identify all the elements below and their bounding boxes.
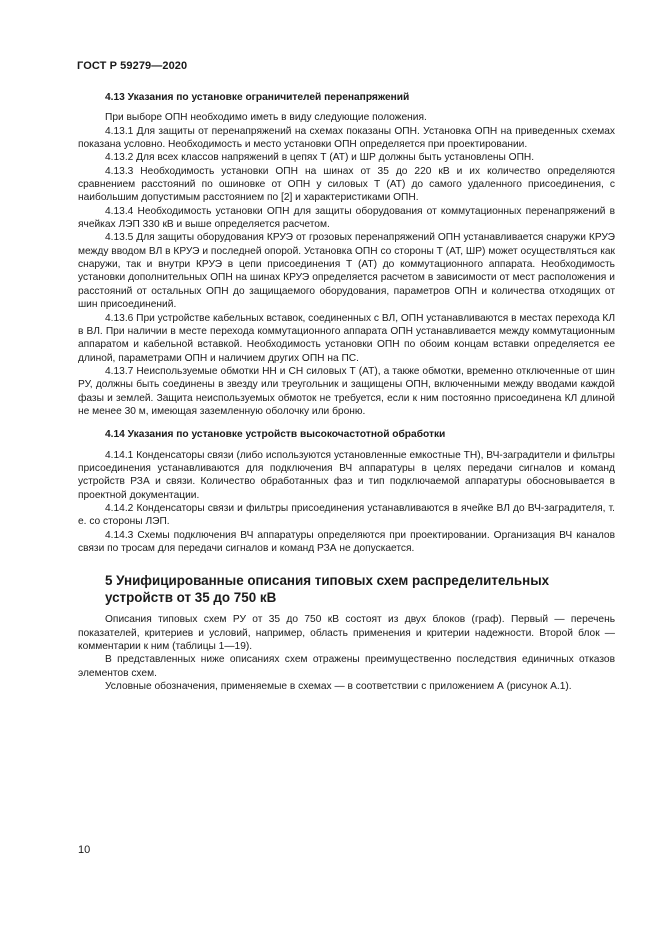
paragraph: Описания типовых схем РУ от 35 до 750 кВ состоят из двух блоков (граф). Первый — перечень показателей, критериев и условий, например, область применения и критерии надежности. Второй блок — комментарии к ним (таблицы 1—19). bbox=[78, 614, 615, 653]
section-4-14-heading: 4.14 Указания по установке устройств высокочастотной обработки bbox=[105, 429, 446, 441]
paragraph: 4.14.3 Схемы подключения ВЧ аппаратуры определяются при проектировании. Организация ВЧ каналов связи по тросам для передачи сигналов и команд РЗА не допускается. bbox=[78, 529, 615, 554]
paragraph: 4.13.2 Для всех классов напряжений в цепях Т (АТ) и ШР должны быть установлены ОПН. bbox=[105, 152, 535, 164]
paragraph: 4.13.5 Для защиты оборудования КРУЭ от грозовых перенапряжений ОПН устанавливается снаружи КРУЭ между вводом ВЛ в КРУЭ и последней опорой. Установка ОПН со стороны Т (АТ, ШР) может осуществляться как снаружи, так и внутри КРУЭ в цепи присоединения Т (АТ) до коммутационного аппарата. Необходимость установки дополнительных ОПН на шинах КРУЭ определяется расчетом в зависимости от мест расположения и расстояний от остальных ОПН до защищаемого оборудования, параметров ОПН и количества отходящих от шин присоединений. bbox=[78, 232, 615, 311]
paragraph: В представленных ниже описаниях схем отражены преимущественно последствия единичных отказов элементов схем. bbox=[78, 654, 615, 679]
paragraph: При выборе ОПН необходимо иметь в виду следующие положения. bbox=[105, 112, 427, 124]
standard-header: ГОСТ Р 59279—2020 bbox=[77, 60, 188, 72]
paragraph: 4.13.4 Необходимость установки ОПН для защиты оборудования от коммутационных перенапряжений в ячейках ЛЭП 330 кВ и выше определяется расчетом. bbox=[78, 205, 615, 231]
paragraph: 4.13.6 При устройстве кабельных вставок, соединенных с ВЛ, ОПН устанавливаются в местах перехода КЛ в ВЛ. При наличии в месте перехода коммутационного аппарата ОПН устанавливается между коммутационным аппаратом и кабельной вставкой. Необходимость установки ОПН по обоим концам вставки определяется ее длиной, параметрами ОПН и наличием других ОПН на ПС. bbox=[78, 312, 615, 364]
paragraph: 4.14.1 Конденсаторы связи (либо используются установленные емкостные ТН), ВЧ-заградители и фильтры присоединения устанавливаются для подключения ВЧ аппаратуры в целях передачи сигналов и команд устройств РЗА и связи. Количество обработанных фаз и тип подключаемой аппаратуры обосновывается в проектной документации. bbox=[78, 449, 615, 501]
page-number: 10 bbox=[78, 844, 91, 856]
paragraph: 4.14.2 Конденсаторы связи и фильтры присоединения устанавливаются в ячейке ВЛ до ВЧ-заградителя, т. е. со стороны ЛЭП. bbox=[78, 502, 615, 528]
section-4-13-heading: 4.13 Указания по установке ограничителей перенапряжений bbox=[105, 92, 410, 103]
paragraph: 4.13.7 Неиспользуемые обмотки НН и СН силовых Т (АТ), а также обмотки, временно отключенные от шин РУ, должны быть соединены в звезду или треугольник и защищены ОПН, включенными между вводами каждой фазы и землей. Защита неиспользуемых обмоток не требуется, если к ним постоянно присоединена КЛ длиной не менее 30 м, имеющая заземленную оболочку или броню. bbox=[78, 365, 615, 417]
paragraph: 4.13.3 Необходимость установки ОПН на шинах от 35 до 220 кВ и их количество определяются сравнением расстояний по ошиновке от ОПН у силовых Т (АТ) до самого удаленного присоединения, с наибольшим допустимым расстоянием по [2] и характеристиками ОПН. bbox=[78, 165, 615, 204]
page-content bbox=[78, 91, 615, 693]
paragraph: 4.13.1 Для защиты от перенапряжений на схемах показаны ОПН. Установка ОПН на приведенных схемах показана условно. Необходимость и место установки ОПН определяется при проектировании. bbox=[78, 125, 615, 151]
chapter-5-heading: 5 Унифицированные описания типовых схем распределительных устройств от 35 до 750 кВ bbox=[105, 573, 550, 605]
paragraph: Условные обозначения, применяемые в схемах — в соответствии с приложением А (рисунок А.1). bbox=[105, 681, 572, 693]
